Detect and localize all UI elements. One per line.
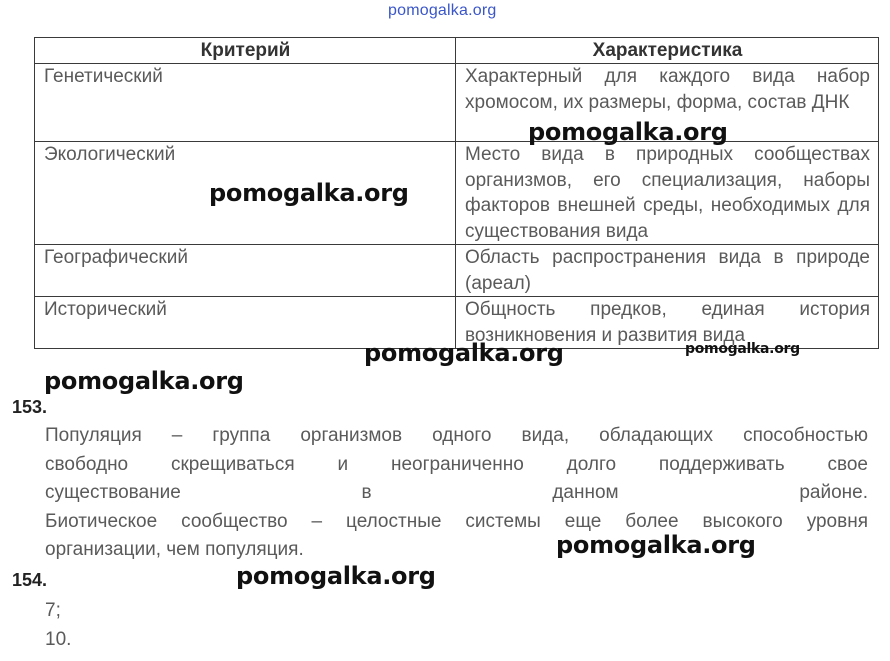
- watermark: pomogalka.org: [685, 341, 800, 357]
- watermark: pomogalka.org: [528, 118, 728, 146]
- watermark: pomogalka.org: [209, 179, 409, 207]
- watermark: pomogalka.org: [44, 367, 244, 395]
- answer-line: существование в данном районе.: [45, 482, 868, 504]
- characteristic-cell: Общность предков, единая история возникновения и развития вида: [456, 297, 879, 349]
- watermark: pomogalka.org: [236, 562, 436, 590]
- task-154-answer-item: 7;: [45, 600, 61, 621]
- characteristic-cell: Характерный для каждого вида набор хромосом, их размеры, форма, состав ДНК: [456, 64, 879, 142]
- characteristic-cell: Место вида в природных сообществах организмов, его специализация, наборы факторов внешней среды, необходимых для существования вида: [456, 142, 879, 245]
- answer-line: Биотическое сообщество – целостные системы еще более высокого уровня: [45, 510, 868, 532]
- table-header-row: [35, 38, 879, 64]
- task-number-154: 154.: [12, 570, 48, 590]
- header-criterion: Критерий: [35, 38, 456, 64]
- criterion-cell: Географический: [35, 245, 456, 297]
- watermark: pomogalka.org: [364, 339, 564, 367]
- answer-line: Популяция – группа организмов одного вида, обладающих способностью: [45, 425, 868, 446]
- criterion-cell: Экологический: [35, 142, 456, 245]
- task-154-answer-item: 10.: [45, 629, 72, 650]
- answer-line: организации, чем популяция.: [45, 539, 304, 561]
- characteristic-cell: Область распространения вида в природе (ареал): [456, 245, 879, 297]
- criterion-cell: Генетический: [35, 64, 456, 142]
- watermark: pomogalka.org: [556, 531, 756, 559]
- header-characteristic: Характеристика: [456, 38, 879, 64]
- species-criteria-table: [34, 37, 879, 349]
- table-row: [35, 64, 879, 142]
- criterion-cell: Исторический: [35, 297, 456, 349]
- site-logo-watermark: pomogalka.org: [388, 2, 497, 19]
- table-row: [35, 245, 879, 297]
- table-row: [35, 142, 879, 245]
- answer-line: свободно скрещиваться и неограниченно долго поддерживать свое: [45, 453, 868, 475]
- task-number-153: 153.: [12, 397, 48, 417]
